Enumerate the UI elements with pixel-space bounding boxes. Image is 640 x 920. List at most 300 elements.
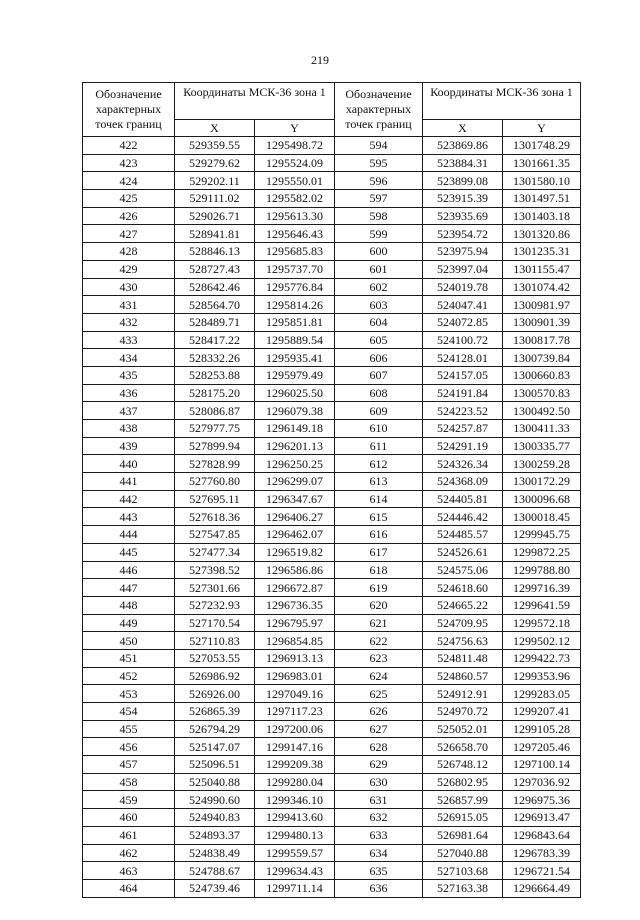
point-id-left: 434 (83, 349, 175, 367)
x-value-right: 524405.81 (423, 490, 503, 508)
point-id-right: 631 (335, 791, 423, 809)
y-value-left: 1299147.16 (255, 738, 335, 756)
y-value-left: 1296795.97 (255, 614, 335, 632)
point-id-right: 634 (335, 844, 423, 862)
table-row (83, 614, 581, 632)
point-id-left: 428 (83, 243, 175, 261)
y-value-left: 1295685.83 (255, 243, 335, 261)
x-value-left: 527695.11 (175, 490, 255, 508)
y-value-left: 1296586.86 (255, 561, 335, 579)
table-row (83, 420, 581, 438)
point-id-left: 458 (83, 773, 175, 791)
x-value-right: 526748.12 (423, 756, 503, 774)
point-id-right: 628 (335, 738, 423, 756)
point-id-left: 439 (83, 437, 175, 455)
x-value-left: 529202.11 (175, 172, 255, 190)
point-id-right: 595 (335, 154, 423, 172)
table-row (83, 756, 581, 774)
x-value-left: 527547.85 (175, 526, 255, 544)
table-row (83, 862, 581, 880)
table-row (83, 844, 581, 862)
point-id-left: 459 (83, 791, 175, 809)
y-value-left: 1297117.23 (255, 703, 335, 721)
y-value-left: 1295979.49 (255, 366, 335, 384)
y-value-left: 1295814.26 (255, 296, 335, 314)
y-value-right: 1299105.28 (503, 720, 581, 738)
x-value-right: 524446.42 (423, 508, 503, 526)
point-id-right: 600 (335, 243, 423, 261)
point-id-left: 455 (83, 720, 175, 738)
table-row (83, 720, 581, 738)
table-row (83, 561, 581, 579)
point-id-right: 636 (335, 879, 423, 897)
y-value-right: 1299572.18 (503, 614, 581, 632)
x-value-left: 527477.34 (175, 543, 255, 561)
y-value-right: 1300018.45 (503, 508, 581, 526)
y-value-right: 1296783.39 (503, 844, 581, 862)
x-header-left: X (175, 120, 255, 137)
y-value-right: 1301074.42 (503, 278, 581, 296)
table-row (83, 260, 581, 278)
point-id-right: 614 (335, 490, 423, 508)
table-row (83, 349, 581, 367)
x-value-left: 526926.00 (175, 685, 255, 703)
y-value-right: 1296975.36 (503, 791, 581, 809)
y-value-left: 1296462.07 (255, 526, 335, 544)
y-value-right: 1299716.39 (503, 579, 581, 597)
point-id-left: 462 (83, 844, 175, 862)
x-value-left: 526794.29 (175, 720, 255, 738)
point-id-right: 612 (335, 455, 423, 473)
y-value-right: 1300817.78 (503, 331, 581, 349)
y-value-left: 1296736.35 (255, 596, 335, 614)
y-value-right: 1301748.29 (503, 137, 581, 155)
table-row (83, 278, 581, 296)
x-value-left: 528727.43 (175, 260, 255, 278)
y-value-right: 1300096.68 (503, 490, 581, 508)
x-value-left: 526865.39 (175, 703, 255, 721)
table-row (83, 543, 581, 561)
x-value-left: 527618.36 (175, 508, 255, 526)
point-id-right: 598 (335, 207, 423, 225)
coord-header-left: Координаты МСК-36 зона 1 (175, 83, 335, 120)
point-id-left: 440 (83, 455, 175, 473)
x-value-left: 527301.66 (175, 579, 255, 597)
point-id-left: 429 (83, 260, 175, 278)
table-row (83, 596, 581, 614)
x-value-right: 523997.04 (423, 260, 503, 278)
y-value-right: 1300739.84 (503, 349, 581, 367)
y-value-right: 1297205.46 (503, 738, 581, 756)
point-id-right: 608 (335, 384, 423, 402)
point-id-right: 611 (335, 437, 423, 455)
x-value-right: 524291.19 (423, 437, 503, 455)
x-value-left: 529026.71 (175, 207, 255, 225)
point-id-right: 599 (335, 225, 423, 243)
x-value-left: 528417.22 (175, 331, 255, 349)
table-row (83, 579, 581, 597)
y-value-left: 1295935.41 (255, 349, 335, 367)
x-value-right: 523954.72 (423, 225, 503, 243)
y-value-right: 1296913.47 (503, 809, 581, 827)
table-row (83, 190, 581, 208)
x-value-right: 524257.87 (423, 420, 503, 438)
point-id-right: 607 (335, 366, 423, 384)
y-value-right: 1300901.39 (503, 313, 581, 331)
x-value-right: 524047.41 (423, 296, 503, 314)
x-value-left: 527170.54 (175, 614, 255, 632)
x-value-left: 527899.94 (175, 437, 255, 455)
point-id-right: 619 (335, 579, 423, 597)
point-id-left: 427 (83, 225, 175, 243)
y-value-left: 1296672.87 (255, 579, 335, 597)
x-value-left: 528253.88 (175, 366, 255, 384)
x-value-left: 524838.49 (175, 844, 255, 862)
y-value-right: 1297100.14 (503, 756, 581, 774)
point-id-right: 609 (335, 402, 423, 420)
x-value-left: 524739.46 (175, 879, 255, 897)
table-row (83, 437, 581, 455)
y-value-left: 1299559.57 (255, 844, 335, 862)
table-row (83, 826, 581, 844)
x-value-right: 523869.86 (423, 137, 503, 155)
y-value-right: 1301661.35 (503, 154, 581, 172)
y-value-left: 1296854.85 (255, 632, 335, 650)
y-value-left: 1299480.13 (255, 826, 335, 844)
y-value-right: 1301580.10 (503, 172, 581, 190)
y-value-right: 1301235.31 (503, 243, 581, 261)
point-id-left: 460 (83, 809, 175, 827)
x-value-right: 524970.72 (423, 703, 503, 721)
y-value-left: 1296149.18 (255, 420, 335, 438)
point-id-right: 615 (335, 508, 423, 526)
x-value-right: 523935.69 (423, 207, 503, 225)
point-id-left: 442 (83, 490, 175, 508)
point-id-left: 443 (83, 508, 175, 526)
table-row (83, 490, 581, 508)
x-value-left: 528564.70 (175, 296, 255, 314)
table-row (83, 632, 581, 650)
x-value-right: 523975.94 (423, 243, 503, 261)
y-value-right: 1300335.77 (503, 437, 581, 455)
x-value-left: 524893.37 (175, 826, 255, 844)
point-id-right: 601 (335, 260, 423, 278)
x-value-right: 523884.31 (423, 154, 503, 172)
y-value-left: 1295550.01 (255, 172, 335, 190)
point-id-right: 630 (335, 773, 423, 791)
y-value-left: 1299634.43 (255, 862, 335, 880)
point-id-right: 620 (335, 596, 423, 614)
table-row (83, 809, 581, 827)
y-value-left: 1296913.13 (255, 649, 335, 667)
point-id-right: 613 (335, 473, 423, 491)
x-value-left: 527977.75 (175, 420, 255, 438)
point-id-left: 430 (83, 278, 175, 296)
point-id-left: 426 (83, 207, 175, 225)
point-id-right: 616 (335, 526, 423, 544)
x-value-left: 529111.02 (175, 190, 255, 208)
table-row (83, 738, 581, 756)
x-value-left: 527110.83 (175, 632, 255, 650)
table-row (83, 685, 581, 703)
y-value-left: 1296983.01 (255, 667, 335, 685)
point-id-right: 605 (335, 331, 423, 349)
table-row (83, 313, 581, 331)
x-value-right: 526802.95 (423, 773, 503, 791)
y-value-left: 1296299.07 (255, 473, 335, 491)
point-id-left: 433 (83, 331, 175, 349)
point-id-right: 623 (335, 649, 423, 667)
x-value-right: 524575.06 (423, 561, 503, 579)
y-value-left: 1299209.38 (255, 756, 335, 774)
point-id-left: 436 (83, 384, 175, 402)
x-value-right: 526915.05 (423, 809, 503, 827)
y-header-left: Y (255, 120, 335, 137)
x-value-left: 527760.80 (175, 473, 255, 491)
x-value-right: 523899.08 (423, 172, 503, 190)
point-id-right: 606 (335, 349, 423, 367)
point-id-left: 446 (83, 561, 175, 579)
table-row (83, 243, 581, 261)
table-row (83, 207, 581, 225)
x-value-right: 526658.70 (423, 738, 503, 756)
point-id-right: 597 (335, 190, 423, 208)
x-value-left: 528332.26 (175, 349, 255, 367)
x-value-left: 524940.83 (175, 809, 255, 827)
x-value-left: 527053.55 (175, 649, 255, 667)
y-value-right: 1299283.05 (503, 685, 581, 703)
point-id-right: 635 (335, 862, 423, 880)
x-value-right: 524157.05 (423, 366, 503, 384)
point-id-right: 596 (335, 172, 423, 190)
x-value-right: 524485.57 (423, 526, 503, 544)
x-value-right: 524128.01 (423, 349, 503, 367)
y-value-right: 1301497.51 (503, 190, 581, 208)
x-value-right: 524756.63 (423, 632, 503, 650)
y-value-right: 1301320.86 (503, 225, 581, 243)
x-value-right: 525052.01 (423, 720, 503, 738)
point-id-right: 622 (335, 632, 423, 650)
x-value-right: 524368.09 (423, 473, 503, 491)
x-value-right: 526857.99 (423, 791, 503, 809)
point-id-left: 464 (83, 879, 175, 897)
point-id-left: 431 (83, 296, 175, 314)
table-row (83, 172, 581, 190)
point-id-left: 425 (83, 190, 175, 208)
y-value-right: 1300259.28 (503, 455, 581, 473)
x-header-right: X (423, 120, 503, 137)
x-value-right: 524526.61 (423, 543, 503, 561)
point-id-right: 633 (335, 826, 423, 844)
y-value-left: 1296406.27 (255, 508, 335, 526)
y-header-right: Y (503, 120, 581, 137)
point-id-right: 618 (335, 561, 423, 579)
x-value-right: 524811.48 (423, 649, 503, 667)
y-value-right: 1297036.92 (503, 773, 581, 791)
table-row (83, 473, 581, 491)
table-body (83, 137, 581, 898)
x-value-left: 527828.99 (175, 455, 255, 473)
y-value-right: 1300172.29 (503, 473, 581, 491)
x-value-right: 524618.60 (423, 579, 503, 597)
page-number: 219 (311, 53, 329, 67)
point-id-right: 626 (335, 703, 423, 721)
table-row (83, 703, 581, 721)
y-value-left: 1296201.13 (255, 437, 335, 455)
table-row (83, 649, 581, 667)
table-row (83, 331, 581, 349)
point-id-left: 456 (83, 738, 175, 756)
point-id-left: 444 (83, 526, 175, 544)
y-value-right: 1299353.96 (503, 667, 581, 685)
table-row (83, 508, 581, 526)
y-value-left: 1295498.72 (255, 137, 335, 155)
point-id-right: 617 (335, 543, 423, 561)
point-id-left: 451 (83, 649, 175, 667)
point-id-right: 621 (335, 614, 423, 632)
y-value-left: 1295524.09 (255, 154, 335, 172)
x-value-right: 524019.78 (423, 278, 503, 296)
point-id-right: 624 (335, 667, 423, 685)
y-value-right: 1299422.73 (503, 649, 581, 667)
x-value-left: 528846.13 (175, 243, 255, 261)
x-value-right: 524100.72 (423, 331, 503, 349)
y-value-right: 1299945.75 (503, 526, 581, 544)
point-id-left: 463 (83, 862, 175, 880)
x-value-left: 527398.52 (175, 561, 255, 579)
y-value-left: 1296347.67 (255, 490, 335, 508)
y-value-right: 1296843.64 (503, 826, 581, 844)
point-id-right: 604 (335, 313, 423, 331)
point-id-left: 423 (83, 154, 175, 172)
y-value-left: 1296519.82 (255, 543, 335, 561)
y-value-right: 1296664.49 (503, 879, 581, 897)
x-value-right: 524665.22 (423, 596, 503, 614)
point-id-left: 454 (83, 703, 175, 721)
y-value-right: 1300411.33 (503, 420, 581, 438)
y-value-right: 1299641.59 (503, 596, 581, 614)
point-id-right: 625 (335, 685, 423, 703)
point-id-left: 424 (83, 172, 175, 190)
point-label-header-right: Обозначение характерных точек границ (335, 83, 423, 137)
point-id-left: 438 (83, 420, 175, 438)
point-id-right: 610 (335, 420, 423, 438)
x-value-left: 528642.46 (175, 278, 255, 296)
y-value-left: 1297200.06 (255, 720, 335, 738)
x-value-right: 524072.85 (423, 313, 503, 331)
y-value-left: 1295851.81 (255, 313, 335, 331)
x-value-right: 524326.34 (423, 455, 503, 473)
table-row (83, 879, 581, 897)
point-id-right: 594 (335, 137, 423, 155)
y-value-left: 1295889.54 (255, 331, 335, 349)
table-row (83, 296, 581, 314)
x-value-left: 525147.07 (175, 738, 255, 756)
point-id-left: 450 (83, 632, 175, 650)
point-id-left: 453 (83, 685, 175, 703)
point-id-left: 461 (83, 826, 175, 844)
table-row (83, 225, 581, 243)
y-value-left: 1295613.30 (255, 207, 335, 225)
y-value-right: 1301403.18 (503, 207, 581, 225)
y-value-left: 1299413.60 (255, 809, 335, 827)
x-value-left: 529359.55 (175, 137, 255, 155)
x-value-right: 524860.57 (423, 667, 503, 685)
y-value-left: 1297049.16 (255, 685, 335, 703)
y-value-left: 1295582.02 (255, 190, 335, 208)
x-value-left: 528489.71 (175, 313, 255, 331)
point-id-left: 447 (83, 579, 175, 597)
x-value-right: 527103.68 (423, 862, 503, 880)
x-value-right: 524912.91 (423, 685, 503, 703)
y-value-right: 1300570.83 (503, 384, 581, 402)
table-row (83, 667, 581, 685)
point-id-left: 437 (83, 402, 175, 420)
table-row (83, 791, 581, 809)
table-row (83, 402, 581, 420)
y-value-left: 1299280.04 (255, 773, 335, 791)
y-value-left: 1296250.25 (255, 455, 335, 473)
y-value-left: 1299346.10 (255, 791, 335, 809)
coord-header-right: Координаты МСК-36 зона 1 (423, 83, 581, 120)
x-value-left: 528941.81 (175, 225, 255, 243)
point-id-left: 422 (83, 137, 175, 155)
point-label-header-left: Обозначение характерных точек границ (83, 83, 175, 137)
y-value-right: 1300660.83 (503, 366, 581, 384)
point-id-left: 449 (83, 614, 175, 632)
y-value-right: 1301155.47 (503, 260, 581, 278)
y-value-left: 1295776.84 (255, 278, 335, 296)
y-value-left: 1299711.14 (255, 879, 335, 897)
point-id-left: 452 (83, 667, 175, 685)
y-value-left: 1296025.50 (255, 384, 335, 402)
table-row (83, 384, 581, 402)
point-id-right: 627 (335, 720, 423, 738)
y-value-right: 1299872.25 (503, 543, 581, 561)
point-id-left: 435 (83, 366, 175, 384)
point-id-right: 603 (335, 296, 423, 314)
x-value-right: 527040.88 (423, 844, 503, 862)
point-id-left: 432 (83, 313, 175, 331)
y-value-right: 1296721.54 (503, 862, 581, 880)
x-value-left: 528175.20 (175, 384, 255, 402)
point-id-right: 632 (335, 809, 423, 827)
x-value-left: 529279.62 (175, 154, 255, 172)
x-value-left: 526986.92 (175, 667, 255, 685)
x-value-right: 524223.52 (423, 402, 503, 420)
y-value-right: 1300492.50 (503, 402, 581, 420)
x-value-left: 525040.88 (175, 773, 255, 791)
x-value-right: 527163.38 (423, 879, 503, 897)
y-value-left: 1295646.43 (255, 225, 335, 243)
x-value-left: 525096.51 (175, 756, 255, 774)
y-value-right: 1299502.12 (503, 632, 581, 650)
table-row (83, 137, 581, 155)
table-row (83, 154, 581, 172)
y-value-right: 1299207.41 (503, 703, 581, 721)
x-value-left: 524788.67 (175, 862, 255, 880)
coordinates-table (82, 82, 581, 898)
x-value-right: 524191.84 (423, 384, 503, 402)
table-row (83, 455, 581, 473)
point-id-left: 445 (83, 543, 175, 561)
point-id-left: 448 (83, 596, 175, 614)
table-row (83, 366, 581, 384)
x-value-left: 524990.60 (175, 791, 255, 809)
x-value-left: 528086.87 (175, 402, 255, 420)
x-value-right: 524709.95 (423, 614, 503, 632)
table-row (83, 526, 581, 544)
